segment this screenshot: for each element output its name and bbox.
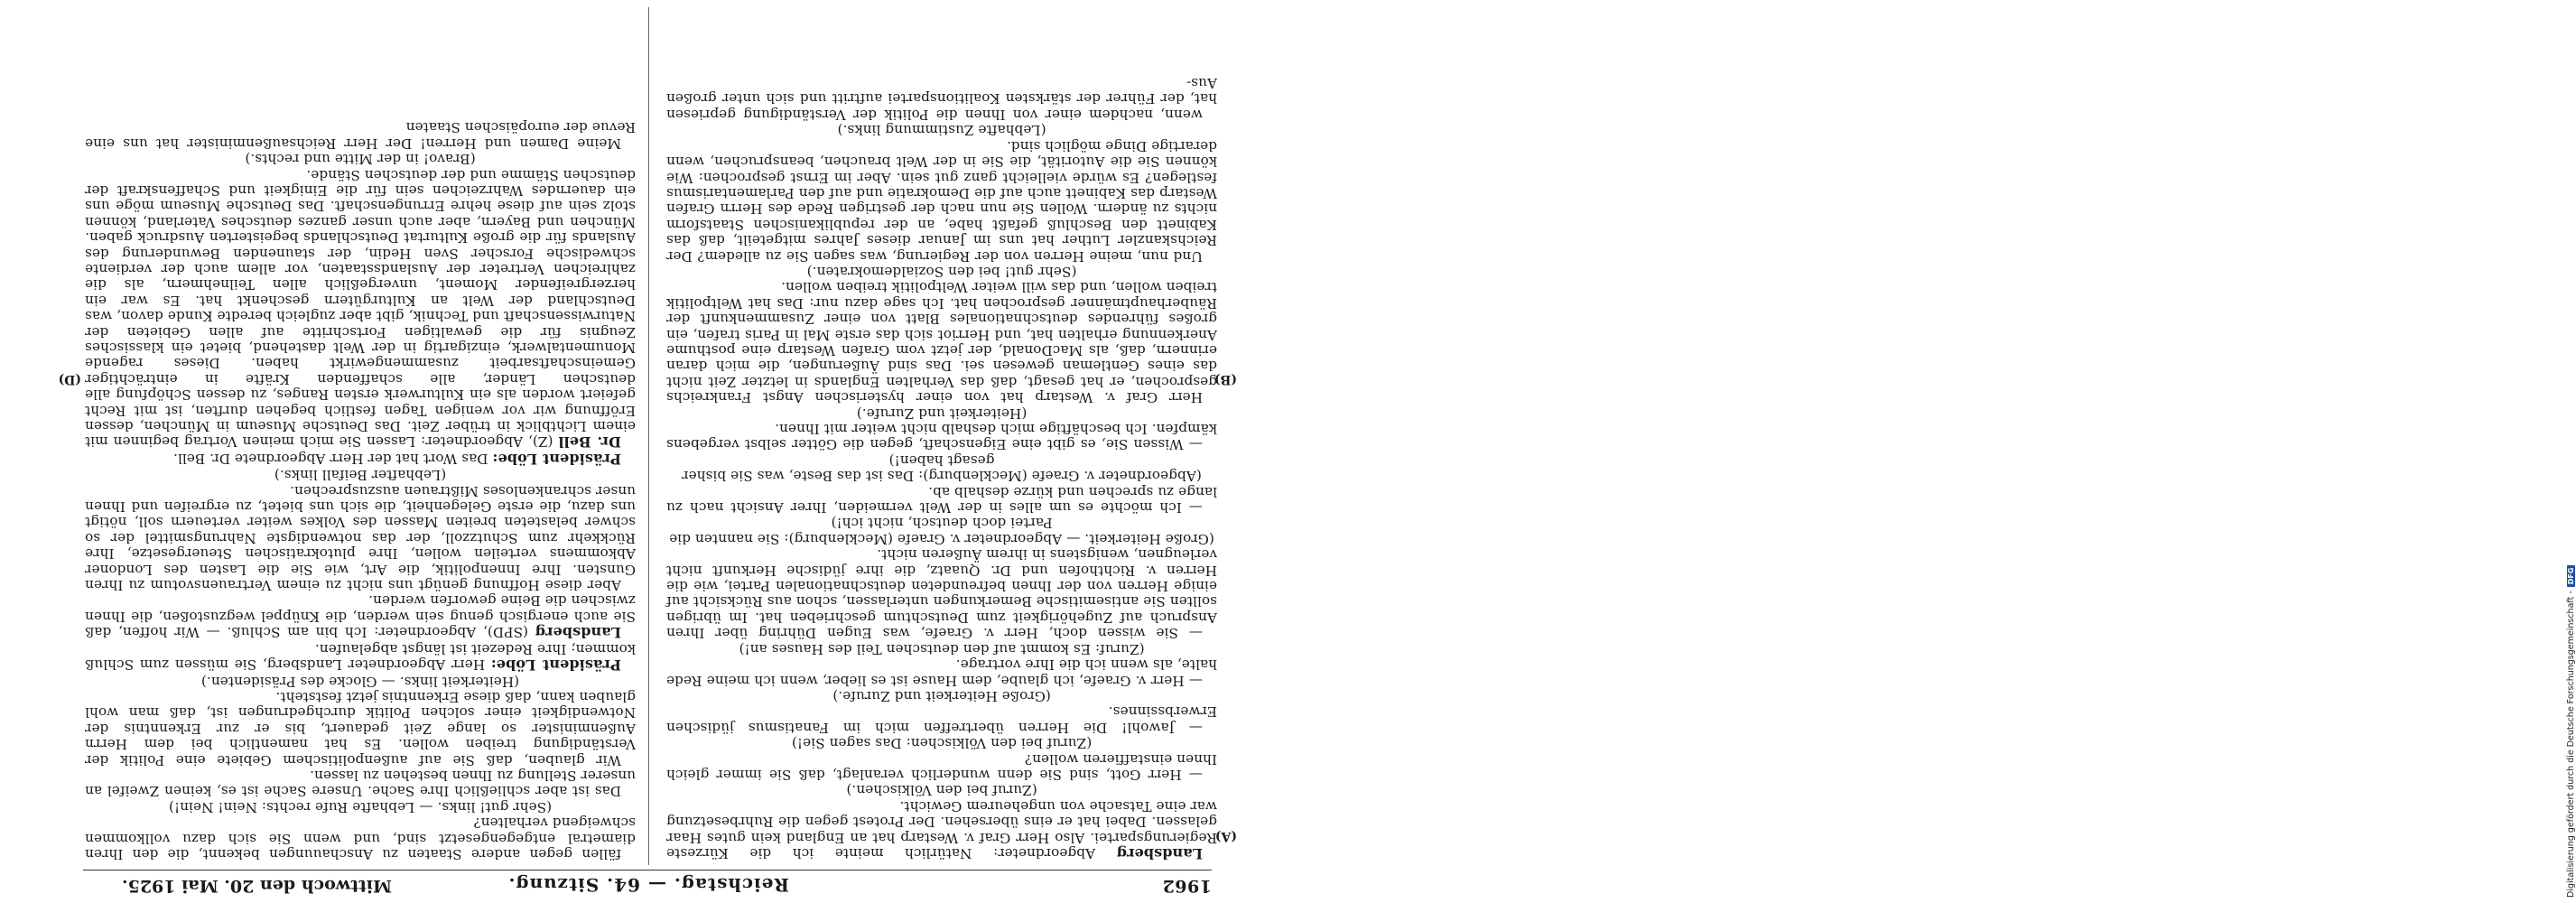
paragraph (666, 279, 1217, 405)
paragraph (85, 482, 636, 592)
paragraph-text: Ich bin am Schluß. — Wir hoffen, daß Sie auch energisch genug sein werden, die Knüppel wegzustoßen, die Ihnen zwischen die Beine geworfen werden. (85, 592, 636, 641)
paragraph-text: Meine Damen und Herren! Der Herr Reichsaußenminister hat uns eine Revue der europäischen Staaten (85, 119, 636, 152)
page-number: 1962 (1162, 876, 1212, 896)
paragraph-text: — Herr v. Graefe, ich glaube, dem Hause ist es lieber, wenn ich meine Rede halte, als wenn ich die Ihre vortrage. (666, 656, 1217, 689)
paragraph (85, 450, 636, 466)
interjection: (Zuruf bei den Völkischen: Das sagen Sie!) (791, 735, 1093, 752)
digitization-credit (1280, 0, 2576, 903)
interjection: (Sehr gut! links. — Lebhafte Rufe rechts: Nein! Nein!) (168, 798, 553, 815)
speaker-role: Abgeordneter: (993, 845, 1096, 861)
interjection: (Heiterkeit links. — Glocke des Präsidenten.) (200, 673, 520, 690)
dfg-logo: DFG (2567, 565, 2575, 588)
interjection: (Lebhafte Zustimmung links.) (837, 122, 1046, 139)
interjection: (Abgeordneter v. Graefe (Mecklenburg): Das ist das Beste, was Sie bisher gesagt haben!) (682, 452, 1202, 485)
speaker-name: Präsident Löbe: (492, 450, 621, 468)
paragraph-text: Das Wort hat der Herr Abgeordnete Dr. Bell. (172, 450, 488, 467)
speaker-name: Landsberg (535, 624, 621, 642)
session-title: Reichstag. — 64. Sitzung. (507, 874, 789, 896)
right-column (85, 119, 636, 861)
speaker-role: (Z), Abgeordneter: (420, 433, 553, 451)
paragraph-text: — Jawohl! Die Herren übertreffen mich im Fanatismus jüdischen Erwerbssinnes. (666, 703, 1217, 736)
interjection: (Sehr gut! bei den Sozialdemokraten.) (806, 263, 1077, 280)
speaker-name: Landsberg (1116, 845, 1203, 862)
speaker-role: (SPD), Abgeordneter: (374, 624, 528, 641)
paragraph-text: Lassen Sie mich meinen Vortrag beginnen mit einem Lichtblick in trüber Zeit. Das Deutsche Museum in München, dessen Eröffnung wir vor wenigen Tagen festlich begehen durften, ist mit Recht gefeiert worden als ein Kulturwerk ersten Ranges, zu dessen Schöpfung alle deutschen Länder, alle schaffenden Kräfte in einträchtiger Gemeinschaftsarbeit zusammengewirkt haben. Dieses ragende Monumentalwerk, einzigartig in der Welt dastehend, bietet ein klassisches Zeugnis für die gewaltigen Fortschritte auf allen Gebieten der Naturwissenschaft und Technik, gibt aber zugleich beredte Kunde davon, was Deutschland der Welt an Kulturgütern geschenkt hat. Es war ein herzergreifender Moment, unvergeßlich allen Teilnehmern, als die zahlreichen Vertreter der Auslandsstaaten, vor allem auch der verdiente schwedische Forscher Sven Hedin, der staunenden Bewunderung des Auslands für die große Kulturtat Deutschlands begeisterten Ausdruck gaben. München und Bayern, aber auch unser ganzes deutsches Vaterland, können stolz sein auf diese hehre Errungenschaft. Das Deutsche Museum möge uns ein dauerndes Wahrzeichen sein für die Einigkeit und Schaffenskraft der deutschen Stämme und der deutschen Stände. (85, 166, 636, 451)
paragraph (85, 815, 636, 861)
credit-text: Digitalisierung gefördert durch die Deutsche Forschungsgemeinschaft - (2566, 591, 2576, 898)
paragraph (666, 483, 1217, 515)
paragraph (666, 750, 1217, 782)
speaker-name: Dr. Bell (558, 433, 621, 452)
paragraph-text: — Herr Gott, sind Sie denn wunderlich veranlagt, daß Sie immer gleich Ihnen einstaffieren wollen? (666, 750, 1217, 783)
paragraph-text: Das ist aber schließlich Ihre Sache. Unsere Sache ist es, keinen Zweifel an unserer Stellung zu Ihnen bestehen zu lassen. (85, 767, 636, 800)
paragraph-text: Natürlich meinte ich die Kürzeste Regierungspartei. Also Herr Graf v. Westarp hat an England kein gutes Haar gelassen. Dabei hat er eins übersehen. Der Protest gegen die Ruhrbesetzung war eine Tatsache von ungeheurem Gewicht. (666, 797, 1217, 861)
interjection: (Lebhafter Beifall links.) (274, 467, 447, 484)
speaker-name: Präsident Löbe: (490, 656, 621, 675)
left-column (666, 75, 1217, 861)
paragraph (85, 640, 636, 673)
paragraph (666, 137, 1217, 263)
paragraph-text: Und nun, meine Herren von der Regierung, was sagen Sie zu alledem? Der Reichskanzler Luther hat uns im Januar dieses Jahres mitgeteilt, daß das Kabinett den Beschluß gefaßt habe, an der republikanischen Staatsform nichts zu ändern. Wollen Sie nun nach der gestrigen Rede des Herrn Grafen Westarp das Kabinett auch auf die Demokratie und auf den Parlamentarismus festlegen? Es würde vielleicht ganz gut sein. Aber im Ernst gesprochen: Wie können Sie die Autorität, die Sie in der Welt brauchen, beanspruchen, wenn derartige Dinge möglich sind. (666, 137, 1217, 265)
paragraph-text: Wir glauben, daß Sie auf außenpolitischem Gebiete eine Politik der Verständigung treiben wollen. Es hat namentlich bei dem Herrn Außenminister so lange Zeit gedauert, bis er zur Erkenntnis der Notwendigkeit einer solchen Politik durchgedrungen ist, daß man wohl glauben kann, daß diese Erkenntnis jetzt feststeht. (85, 688, 636, 768)
paragraph (666, 75, 1217, 122)
paragraph-text: — Ich möchte es um alles in der Welt vermeiden, Ihrer Ansicht nach zu lange zu sprechen und kürze deshalb ab. (666, 483, 1217, 517)
paragraph-text: — Sie wissen doch, Herr v. Graefe, was Eugen Dühring über Ihren Anspruch auf Zugehörigkeit zum Deutschtum geschrieben hat. Im übrigen sollten Sie antisemitische Bemerkungen unterlassen, schon aus Rücksicht auf einige Herren von der Ihnen befreundeten deutschnationalen Partei, wie die Herren v. Richthofen und Dr. Quaatz, die ihre jüdische Herkunft nicht verleugnen, wenigstens in ihrem Äußeren nicht. (666, 546, 1217, 642)
paragraph (85, 768, 636, 799)
margin-mark-b: (B) (1214, 372, 1237, 386)
paragraph-text: fällen gegen andere Staaten zu Anschauungen bekennt, die den Ihren diametral entgegengesetzt sind, und wenn Sie sich dazu vollkommen schweigend verhalten? (85, 815, 636, 862)
paragraph (85, 166, 636, 450)
column-divider (648, 7, 649, 865)
interjection: (Zuruf: Es kommt auf den deutschen Teil des Hauses an!) (739, 640, 1145, 657)
interjection: (Bravo! in der Mitte und rechts.) (245, 151, 476, 168)
paragraph (666, 703, 1217, 735)
page-header (0, 867, 1295, 903)
paragraph (666, 656, 1217, 688)
paragraph-text: Herr Abgeordneter Landsberg, Sie müssen zum Schluß kommen; Ihre Redezeit ist längst abgelaufen. (85, 640, 636, 674)
margin-mark-a: (A) (1214, 829, 1237, 843)
paragraph (666, 546, 1217, 640)
interjection: (Große Heiterkeit und Zurufe.) (832, 687, 1051, 704)
paragraph (85, 592, 636, 640)
interjection: (Große Heiterkeit. — Abgeordneter v. Graefe (Mecklenburg): Sie nannten die Partei doch deutsch, nicht ich!) (669, 515, 1214, 547)
interjection: (Heiterkeit und Zurufe.) (856, 405, 1028, 422)
paragraph-text: Herr Graf v. Westarp hat von einer hysterischen Angst Frankreichs gesprochen, er hat gesagt, daß das Verhalten Englands in letzter Zeit nicht das eines Gentleman gewesen sei. Das sind Äußerungen, die mich daran erinnern, daß, als MacDonald, der jetzt vom Grafen Westarp eine posthume Anerkennung erhalten hat, und Herriot sich das erste Mal in Paris trafen, ein großes führendes deutschnationales Blatt von einer Zusammenkunft der Räuberhauptmänner gesprochen hat. Ich sage dazu nur: Das hat Weltpolitik treiben wollen, und das will weiter Weltpolitik treiben wollen. (666, 279, 1217, 406)
margin-mark-d: (D) (58, 372, 81, 386)
paragraph (85, 689, 636, 768)
session-date: Mittwoch den 20. Mai 1925. (122, 876, 392, 896)
paragraph-text: — Wissen Sie, es gibt eine Eigenschaft, gegen die Götter selbst vergebens kämpfen. Ich beschäftige mich deshalb nicht weiter mit Ihnen. (666, 421, 1217, 453)
paragraph-text: Aber diese Hoffnung genügt uns nicht zu einem Vertrauensvotum zu Ihren Gunsten. Ihre Innenpolitik, die Art, wie Sie die Lasten des Londoner Abkommens verteilen wollen, Ihre plutokratischen Steuergesetze, Ihre Rückkehr zum Schutzzoll, der das notwendigste Nahrungsmittel der so schwer belasteten breiten Massen des Volkes weiter verteuern soll, nötigt uns dazu, die erste Gelegenheit, die sich uns bietet, zu ergreifen und Ihnen unser schrankenloses Mißtrauen auszusprechen. (85, 482, 636, 594)
paragraph (666, 797, 1217, 861)
paragraph (85, 119, 636, 151)
paragraph-text: wenn, nachdem einer von Ihnen die Politik der Verständigung gepriesen hat, der Führer der stärksten Koalitionspartei auftritt und sich unter großen Aus- (666, 75, 1217, 123)
interjection: (Zuruf bei den Völkischen.) (846, 782, 1037, 799)
paragraph (666, 421, 1217, 452)
